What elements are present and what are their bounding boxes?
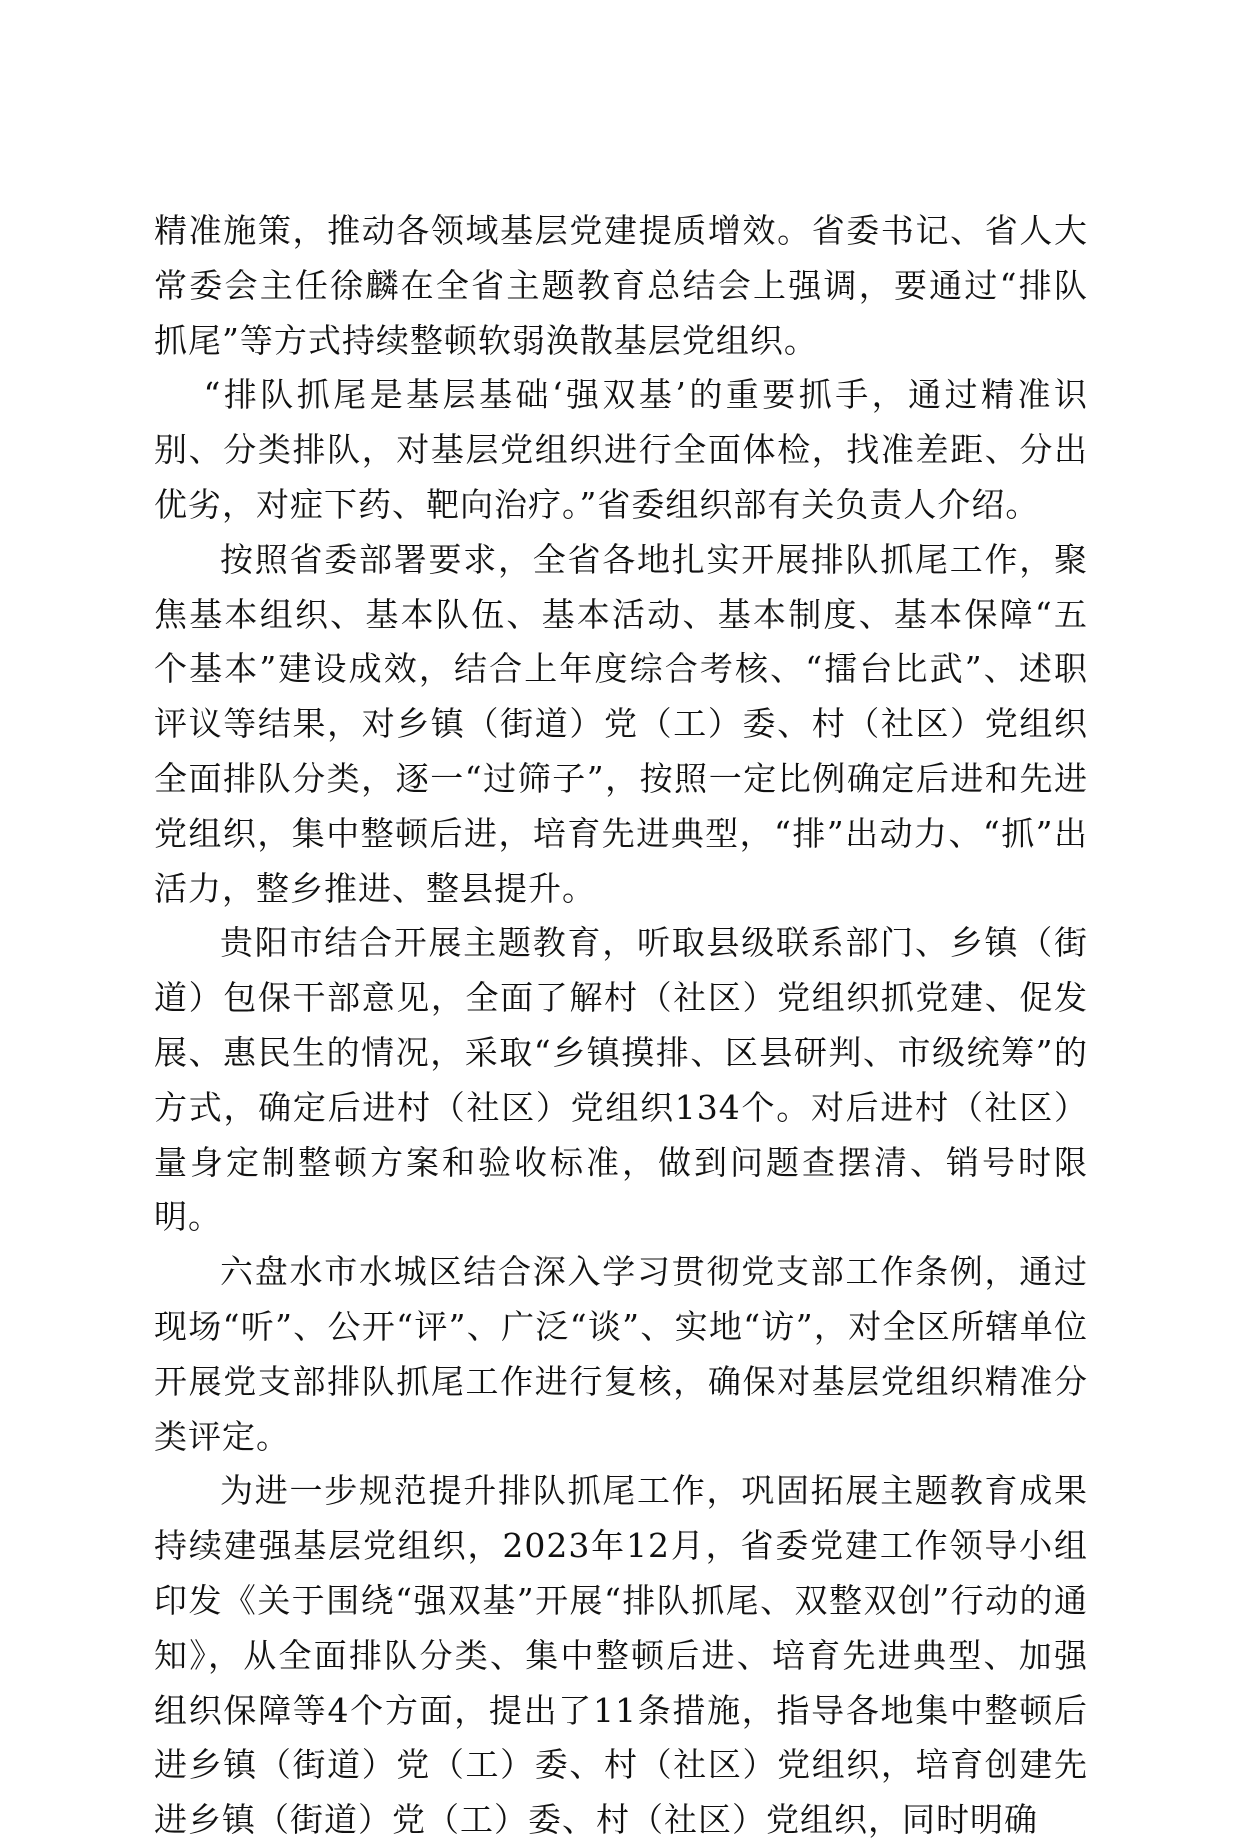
paragraph-continuation: 精准施策，推动各领域基层党建提质增效。省委书记、省人大常委会主任徐麟在全省主题教育总结会上强调，要通过“排队抓尾”等方式持续整顿软弱涣散基层党组织。 — [154, 211, 1088, 360]
paragraph-deployment: 按照省委部署要求，全省各地扎实开展排队抓尾工作，聚焦基本组织、基本队伍、基本活动、基本制度、基本保障“五个基本”建设成效，结合上年度综合考核、“擂台比武”、述职评议等结果，对乡镇（街道）党（工）委、村（社区）党组织全面排队分类，逐一“过筛子”，按照一定比例确定后进和先进党组织，集中整顿后进，培育先进典型，“排”出动力、“抓”出活力，整乡推进、整县提升。 — [154, 539, 1088, 908]
paragraph-liupanshui: 六盘水市水城区结合深入学习贯彻党支部工作条例，通过现场“听”、公开“评”、广泛“谈”、实地“访”，对全区所辖单位开展党支部排队抓尾工作进行复核，确保对基层党组织精准分类评定。 — [154, 1252, 1088, 1456]
paragraph-notice: 为进一步规范提升排队抓尾工作，巩固拓展主题教育成果持续建强基层党组织，2023年12月，省委党建工作领导小组印发《关于围绕“强双基”开展“排队抓尾、双整双创”行动的通知》，从全面排队分类、集中整顿后进、培育先进典型、加强组织保障等4个方面，提出了11条措施，指导各地集中整顿后进乡镇（街道）党（工）委、村（社区）党组织，培育创建先进乡镇（街道）党（工）委、村（社区）党组织，同时明确 — [154, 1471, 1088, 1840]
paragraph-quote: “排队抓尾是基层基础‘强双基’的重要抓手，通过精准识别、分类排队，对基层党组织进行全面体检，找准差距、分出优劣，对症下药、靶向治疗。”省委组织部有关负责人介绍。 — [154, 375, 1088, 524]
article-body — [154, 204, 1088, 1848]
paragraph-guiyang: 贵阳市结合开展主题教育，听取县级联系部门、乡镇（街道）包保干部意见，全面了解村（社区）党组织抓党建、促发展、惠民生的情况，采取“乡镇摸排、区县研判、市级统筹”的方式，确定后进村（社区）党组织134个。对后进村（社区）量身定制整顿方案和验收标准，做到问题查摆清、销号时限明。 — [154, 923, 1088, 1237]
